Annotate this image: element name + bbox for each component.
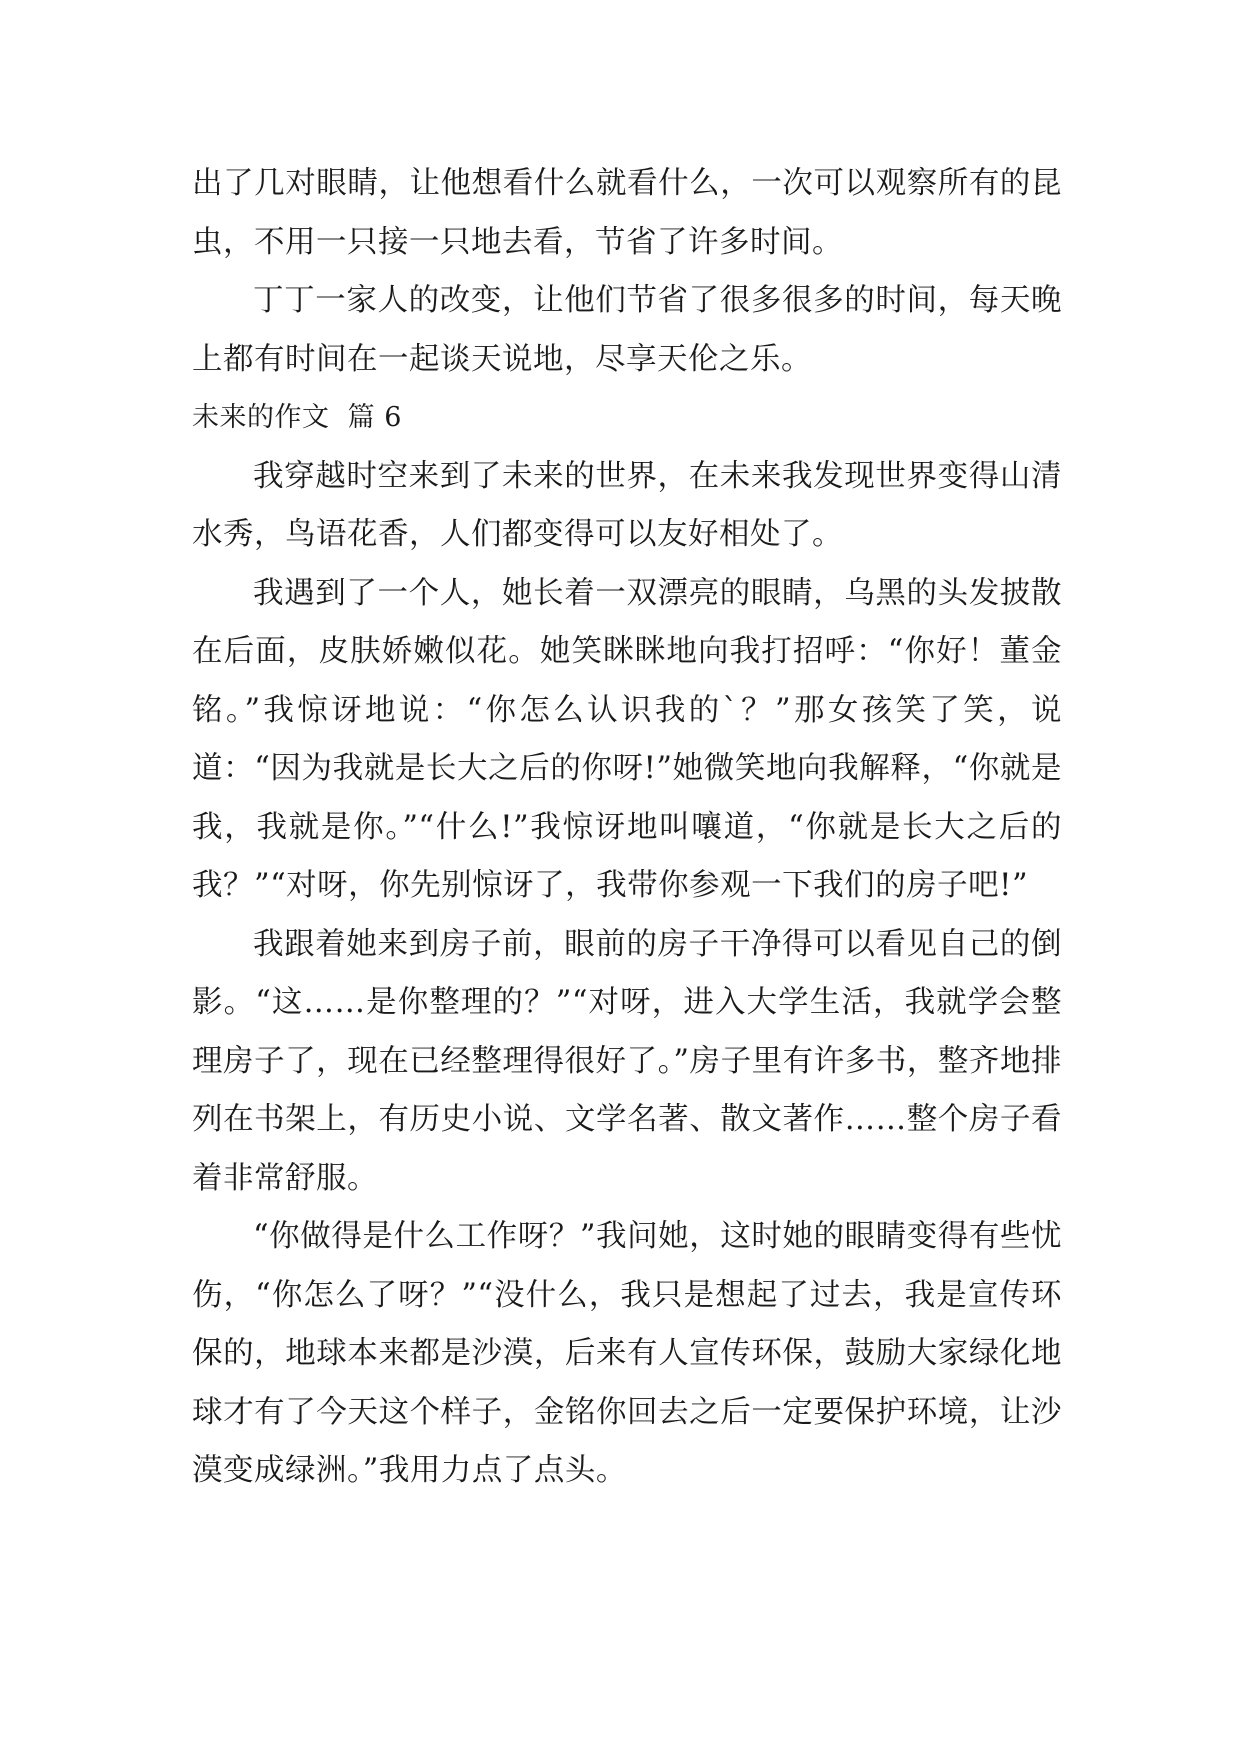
document-body: [192, 155, 1062, 1501]
paragraph: 我穿越时空来到了未来的世界，在未来我发现世界变得山清水秀，鸟语花香，人们都变得可以友好相处了。: [192, 458, 1062, 552]
paragraph: “你做得是什么工作呀？”我问她，这时她的眼睛变得有些忧伤，“你怎么了呀？”“没什么，我只是想起了过去，我是宣传环保的，地球本来都是沙漠，后来有人宣传环保，鼓励大家绿化地球才有了今天这个样子，金铭你回去之后一定要保护环境，让沙漠变成绿洲。”我用力点了点头。: [192, 1219, 1062, 1488]
paragraph: 丁丁一家人的改变，让他们节省了很多很多的时间，每天晚上都有时间在一起谈天说地，尽享天伦之乐。: [192, 283, 1062, 377]
section-heading: 未来的作文 篇 6: [192, 402, 402, 433]
paragraph: 我遇到了一个人，她长着一双漂亮的眼睛，乌黑的头发披散在后面，皮肤娇嫩似花。她笑眯眯地向我打招呼：“你好！董金铭。”我惊讶地说：“你怎么认识我的`？”那女孩笑了笑，说道：“因为我就是长大之后的你呀!”她微笑地向我解释，“你就是我，我就是你。”“什么!”我惊讶地叫嚷道，“你就是长大之后的我？”“对呀，你先别惊讶了，我带你参观一下我们的房子吧!”: [192, 575, 1062, 903]
paragraph: 我跟着她来到房子前，眼前的房子干净得可以看见自己的倒影。“这……是你整理的？”“对呀，进入大学生活，我就学会整理房子了，现在已经整理得很好了。”房子里有许多书，整齐地排列在书架上，有历史小说、文学名著、散文著作……整个房子看着非常舒服。: [192, 926, 1062, 1196]
paragraph-continued: 出了几对眼睛，让他想看什么就看什么，一次可以观察所有的昆虫，不用一只接一只地去看，节省了许多时间。: [192, 166, 1062, 260]
